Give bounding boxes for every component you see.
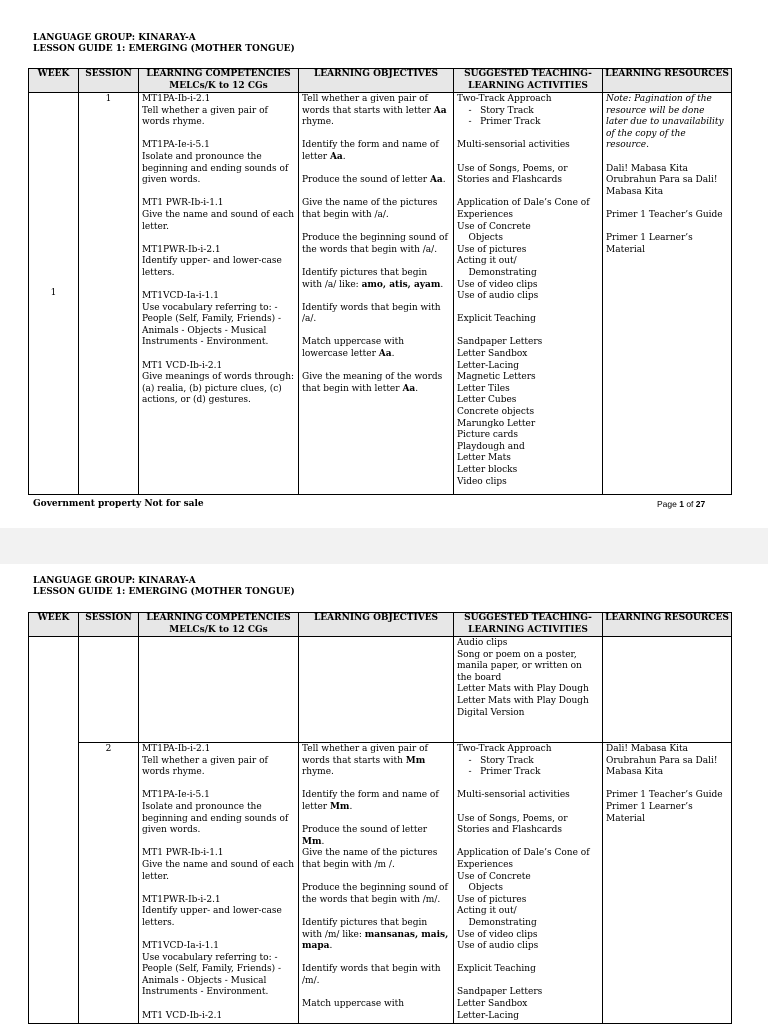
resources-text: Dali! Mabasa Kita Orubrahun Para sa Dali! Mabasa Kita Primer 1 Teacher’s Guide Primer 1 Learner’s Material [606,744,723,824]
page-2 [0,564,768,1024]
objective-item: Identify words that begin with /a/. [302,302,444,325]
language-group-heading: LANGUAGE GROUP: KINARAY-A [33,33,196,43]
activities-text: Two-Track Approach - Story Track - Primer Track Multi-sensorial activities Use of Songs, Poems, or Stories and Flashcards Application of Dale’s Cone of Experiences Use of Concrete Objects Use of pictures Acting it out/ Demonstrating Use of video clips Use of audio clips Explicit Teaching Sandpaper Letters Letter Sandbox Letter-Lacing Magnetic Letters Letter Tiles Letter Cubes Concrete objects Marungko Letter Picture cards Playdough and Letter Mats Letter blocks Video clips [457,94,590,487]
resources-cell [603,637,732,743]
week-cell [29,637,79,1024]
objective-item: Give the name of the pictures that begin with /m /. [302,848,441,870]
objective-item: Identify words that begin with /m/. [302,964,444,986]
lesson-guide-table [28,612,732,1024]
objective-item: Tell whether a given pair of words that starts with letter Aa rhyme. [302,94,450,128]
activities-text: Audio clips Song or poem on a poster, manila paper, or written on the board Letter Mats with Play Dough Letter Mats with Play Dough Digital Version [457,638,589,718]
objectives-cell [299,743,454,1024]
page-gap [0,528,768,564]
activities-cell [454,93,603,495]
resources-cell [603,743,732,1024]
session-cell: 2 [79,743,139,1024]
objective-item: Match uppercase with lowercase letter Aa. [302,337,407,360]
objective-item: Identify pictures that begin with /m/ like: mansanas, mais, mapa. [302,917,452,952]
col-header-session: SESSION [79,613,139,637]
objective-item: Produce the sound of letter Mm. [302,825,430,847]
activities-cell [454,743,603,1024]
objective-item: Identify the form and name of letter Aa. [302,140,442,162]
objective-item: Identify the form and name of letter Mm. [302,790,442,812]
session-cell [79,637,139,743]
resources-text: Dali! Mabasa Kita Orubrahun Para sa Dali! Mabasa Kita Primer 1 Teacher’s Guide Primer 1 Learner’s Material [606,163,723,255]
col-header-week: WEEK [29,613,79,637]
col-header-competencies: LEARNING COMPETENCIES MELCs/K to 12 CGs [139,613,299,637]
objective-item: Identify pictures that begin with /a/ like: amo, atis, ayam. [302,267,444,290]
language-group-heading: LANGUAGE GROUP: KINARAY-A [33,576,196,586]
resources-note: Note: Pagination of the resource will be done later due to unavailability of the copy of the resource. [606,94,727,151]
competencies-cell [139,93,299,495]
page-number: Page 1 of 27 [657,499,706,509]
resources-cell [603,93,732,495]
competencies-text: MT1PA-Ib-i-2.1 Tell whether a given pair of words rhyme. MT1PA-Ie-i-5.1 Isolate and pronounce the beginning and ending sounds of given words. MT1 PWR-Ib-i-1.1 Give the name and sound of each letter. MT1PWR-Ib-i-2.1 Identify upper- and lower-case letters. MT1VCD-Ia-i-1.1 Use vocabulary referring to: - People (Self, Family, Friends) - Animals - Objects - Musical Instruments - Environment. MT1 VCD-Ib-i-2.1 [142,744,294,1021]
activities-text: Two-Track Approach - Story Track - Primer Track Multi-sensorial activities Use of Songs, Poems, or Stories and Flashcards Application of Dale’s Cone of Experiences Use of Concrete Objects Use of pictures Acting it out/ Demonstrating Use of video clips Use of audio clips Explicit Teaching Sandpaper Letters Letter Sandbox Letter-Lacing [457,744,590,1021]
objective-item: Produce the beginning sound of the words that begin with /m/. [302,883,451,905]
activities-cell [454,637,603,743]
objective-item: Tell whether a given pair of words that starts with Mm rhyme. [302,744,431,778]
col-header-competencies: LEARNING COMPETENCIES MELCs/K to 12 CGs [139,69,299,93]
col-header-session: SESSION [79,69,139,93]
objective-item: Produce the beginning sound of the words that begin with /a/. [302,233,451,255]
col-header-activities: SUGGESTED TEACHING-LEARNING ACTIVITIES [454,69,603,93]
col-header-objectives: LEARNING OBJECTIVES [299,613,454,637]
objectives-cell [299,637,454,743]
objectives-cell [299,93,454,495]
objective-item: Give the name of the pictures that begin with /a/. [302,198,441,220]
competencies-text: MT1PA-Ib-i-2.1 Tell whether a given pair of words rhyme. MT1PA-Ie-i-5.1 Isolate and pronounce the beginning and ending sounds of given words. MT1 PWR-Ib-i-1.1 Give the name and sound of each letter. MT1PWR-Ib-i-2.1 Identify upper- and lower-case letters. MT1VCD-Ia-i-1.1 Use vocabulary referring to: - People (Self, Family, Friends) - Animals - Objects - Musical Instruments - Environment. MT1 VCD-Ib-i-2.1 Give meanings of words through: (a) realia, (b) picture clues, (c) actions, or (d) gestures. [142,94,295,406]
lesson-guide-table [28,68,732,495]
objective-item: Give the meaning of the words that begin with letter Aa. [302,372,446,394]
competencies-cell [139,637,299,743]
lesson-guide-heading: LESSON GUIDE 1: EMERGING (MOTHER TONGUE) [33,587,295,597]
objective-item: Produce the sound of letter Aa. [302,175,446,186]
col-header-resources: LEARNING RESOURCES [603,613,732,637]
lesson-guide-heading: LESSON GUIDE 1: EMERGING (MOTHER TONGUE) [33,44,295,54]
col-header-objectives: LEARNING OBJECTIVES [299,69,454,93]
week-cell: 1 [29,93,79,495]
col-header-week: WEEK [29,69,79,93]
session-cell: 1 [79,93,139,495]
objective-item: Match uppercase with [302,999,405,1010]
col-header-activities: SUGGESTED TEACHING-LEARNING ACTIVITIES [454,613,603,637]
competencies-cell [139,743,299,1024]
col-header-resources: LEARNING RESOURCES [603,69,732,93]
government-property-notice: Government property Not for sale [33,499,204,509]
